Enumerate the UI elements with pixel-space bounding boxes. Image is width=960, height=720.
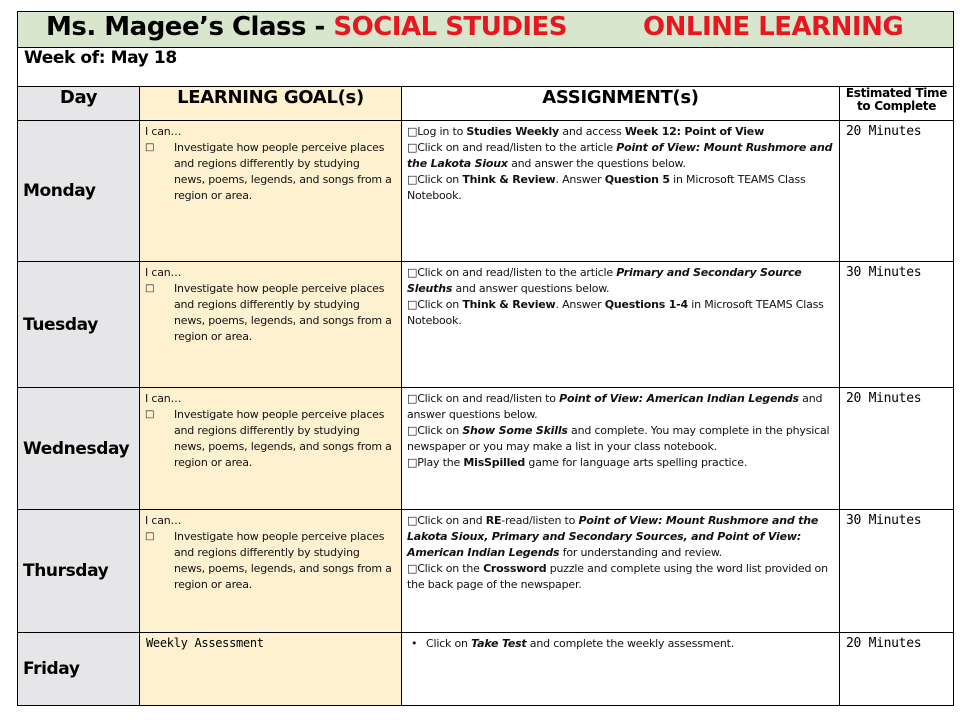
day-row-friday bbox=[18, 633, 954, 706]
goal-content bbox=[140, 388, 401, 471]
goal-content bbox=[140, 121, 401, 204]
week-label: Week of: May 18 bbox=[24, 48, 177, 68]
text-run: . Answer bbox=[555, 298, 605, 311]
text-run: for understanding and review. bbox=[559, 546, 722, 559]
assignment-item bbox=[407, 265, 834, 297]
lesson-plan-table bbox=[17, 11, 954, 706]
text-run: Point of View: Mount Rushmore and the Lakota Sioux bbox=[407, 141, 833, 170]
day-row-monday bbox=[18, 121, 954, 262]
text-run: Think & Review bbox=[462, 298, 556, 311]
text-run: and complete the weekly assessment. bbox=[526, 637, 735, 650]
class-name: Ms. Magee’s Class - bbox=[46, 12, 334, 42]
assignment-cell bbox=[402, 388, 840, 510]
goal-cell bbox=[140, 262, 402, 388]
day-label: Tuesday bbox=[23, 314, 98, 335]
text-run: Crossword bbox=[483, 562, 547, 575]
text-run: and access bbox=[559, 125, 625, 138]
checkbox-icon: □ bbox=[145, 531, 155, 542]
time-cell bbox=[840, 510, 954, 633]
text-run: and answer questions below. bbox=[452, 282, 610, 295]
time-cell bbox=[840, 388, 954, 510]
day-label: Friday bbox=[23, 659, 80, 679]
estimated-time: 20 Minutes bbox=[846, 124, 922, 139]
day-row-tuesday bbox=[18, 262, 954, 388]
goal-cell bbox=[140, 510, 402, 633]
text-run: Primary and Secondary Source Sleuths bbox=[407, 266, 802, 295]
header-assignment: ASSIGNMENT(s) bbox=[542, 87, 699, 108]
page-title bbox=[18, 12, 953, 42]
text-run: MisSpilled bbox=[463, 456, 526, 469]
bullet-icon: • bbox=[411, 637, 418, 650]
time-cell bbox=[840, 262, 954, 388]
text-run: Question 5 bbox=[604, 173, 670, 186]
text-run: RE bbox=[485, 514, 502, 527]
goal-item bbox=[145, 281, 396, 345]
assignment-list bbox=[402, 388, 839, 471]
day-label: Wednesday bbox=[23, 438, 130, 459]
assignment-item bbox=[407, 140, 834, 172]
text-run: □Click on and bbox=[407, 514, 486, 527]
text-run: Week 12: Point of View bbox=[624, 125, 765, 138]
text-run: Studies Weekly bbox=[466, 125, 560, 138]
text-run: and answer the questions below. bbox=[507, 157, 686, 170]
text-run: Questions 1-4 bbox=[604, 298, 688, 311]
goal-text: Investigate how people perceive places and regions differently by studying news, poems, legends, and songs from a region or area. bbox=[174, 141, 392, 202]
assignment-item bbox=[407, 297, 834, 329]
text-run: □Click on and read/listen to the article bbox=[407, 141, 617, 154]
text-run: Take Test bbox=[471, 637, 527, 650]
header-time-line2: to Complete bbox=[856, 99, 937, 113]
checkbox-icon: □ bbox=[145, 142, 155, 153]
day-cell bbox=[18, 262, 140, 388]
estimated-time: 20 Minutes bbox=[846, 391, 922, 406]
goal-content bbox=[140, 262, 401, 345]
week-row bbox=[18, 48, 954, 87]
text-run: □Click on and read/listen to bbox=[407, 392, 560, 405]
text-run: -read/listen to bbox=[501, 514, 579, 527]
goal-intro: I can… bbox=[145, 514, 182, 527]
day-cell bbox=[18, 633, 140, 706]
header-day: Day bbox=[59, 87, 98, 108]
header-row bbox=[18, 87, 954, 121]
lesson-plan-sheet bbox=[17, 11, 953, 706]
day-cell bbox=[18, 121, 140, 262]
assignment-item bbox=[407, 423, 834, 455]
assignment-text bbox=[426, 636, 734, 652]
text-run: Show Some Skills bbox=[462, 424, 568, 437]
day-cell bbox=[18, 510, 140, 633]
goal-cell bbox=[140, 121, 402, 262]
text-run: and complete. You may complete in the physical newspaper or you may make a list in your class notebook. bbox=[407, 424, 830, 453]
goal-item bbox=[145, 407, 396, 471]
online-learning-title: ONLINE LEARNING bbox=[643, 12, 904, 42]
assignment-list bbox=[402, 510, 839, 593]
text-run: in Microsoft TEAMS Class Notebook. bbox=[407, 298, 824, 327]
assignment-item bbox=[407, 455, 834, 471]
assignment-list bbox=[402, 121, 839, 204]
text-run: □Click on and read/listen to the article bbox=[407, 266, 617, 279]
time-cell bbox=[840, 633, 954, 706]
text-run: . Answer bbox=[555, 173, 605, 186]
assignment-item bbox=[407, 561, 834, 593]
assignment-list bbox=[402, 633, 839, 652]
assignment-cell bbox=[402, 121, 840, 262]
title-row bbox=[18, 12, 954, 48]
assignment-item bbox=[407, 391, 834, 423]
assignment-item bbox=[407, 513, 834, 561]
text-run: □Log in to bbox=[407, 125, 467, 138]
header-learning-goal: LEARNING GOAL(s) bbox=[177, 87, 364, 108]
goal-intro: I can… bbox=[145, 392, 182, 405]
goal-cell bbox=[140, 633, 402, 706]
assignment-item bbox=[407, 172, 834, 204]
checkbox-icon: □ bbox=[145, 283, 155, 294]
text-run: Think & Review bbox=[462, 173, 556, 186]
estimated-time: 30 Minutes bbox=[846, 513, 922, 528]
goal-text: Investigate how people perceive places and regions differently by studying news, poems, legends, and songs from a region or area. bbox=[174, 408, 392, 469]
day-label: Thursday bbox=[23, 561, 109, 581]
goal-intro: I can… bbox=[145, 125, 182, 138]
assignment-list bbox=[402, 262, 839, 329]
estimated-time: 30 Minutes bbox=[846, 265, 922, 280]
text-run: □Click on bbox=[407, 424, 463, 437]
goal-cell bbox=[140, 388, 402, 510]
text-run: in Microsoft TEAMS Class Notebook. bbox=[407, 173, 806, 202]
assignment-cell bbox=[402, 262, 840, 388]
goal-text: Weekly Assessment bbox=[146, 636, 264, 650]
subject-title: SOCIAL STUDIES bbox=[333, 12, 568, 42]
header-time-line1: Estimated Time bbox=[845, 86, 948, 100]
rows-body bbox=[18, 121, 954, 706]
assignment-item bbox=[407, 636, 834, 652]
assignment-cell bbox=[402, 633, 840, 706]
text-run: Click on bbox=[426, 637, 472, 650]
checkbox-icon: □ bbox=[145, 409, 155, 420]
goal-intro: I can… bbox=[145, 266, 182, 279]
goal-content bbox=[140, 510, 401, 593]
day-cell bbox=[18, 388, 140, 510]
goal-text: Investigate how people perceive places and regions differently by studying news, poems, legends, and songs from a region or area. bbox=[174, 530, 392, 591]
text-run: Point of View: Mount Rushmore and the Lakota Sioux, Primary and Secondary Sources, and Point of View: American Indian Legends bbox=[407, 514, 819, 559]
text-run: □Click on bbox=[407, 298, 463, 311]
goal-item bbox=[145, 140, 396, 204]
assignment-cell bbox=[402, 510, 840, 633]
goal-item bbox=[145, 529, 396, 593]
day-row-thursday bbox=[18, 510, 954, 633]
text-run: □Play the bbox=[407, 456, 464, 469]
estimated-time: 20 Minutes bbox=[846, 636, 922, 651]
text-run: and answer questions below. bbox=[407, 392, 823, 421]
text-run: □Click on the bbox=[407, 562, 484, 575]
day-row-wednesday bbox=[18, 388, 954, 510]
day-label: Monday bbox=[23, 181, 96, 201]
assignment-item bbox=[407, 124, 834, 140]
text-run: □Click on bbox=[407, 173, 463, 186]
time-cell bbox=[840, 121, 954, 262]
text-run: puzzle and complete using the word list provided on the back page of the newspaper. bbox=[407, 562, 828, 591]
text-run: Point of View: American Indian Legends bbox=[559, 392, 799, 405]
goal-text: Investigate how people perceive places and regions differently by studying news, poems, legends, and songs from a region or area. bbox=[174, 282, 392, 343]
text-run: game for language arts spelling practice. bbox=[525, 456, 748, 469]
